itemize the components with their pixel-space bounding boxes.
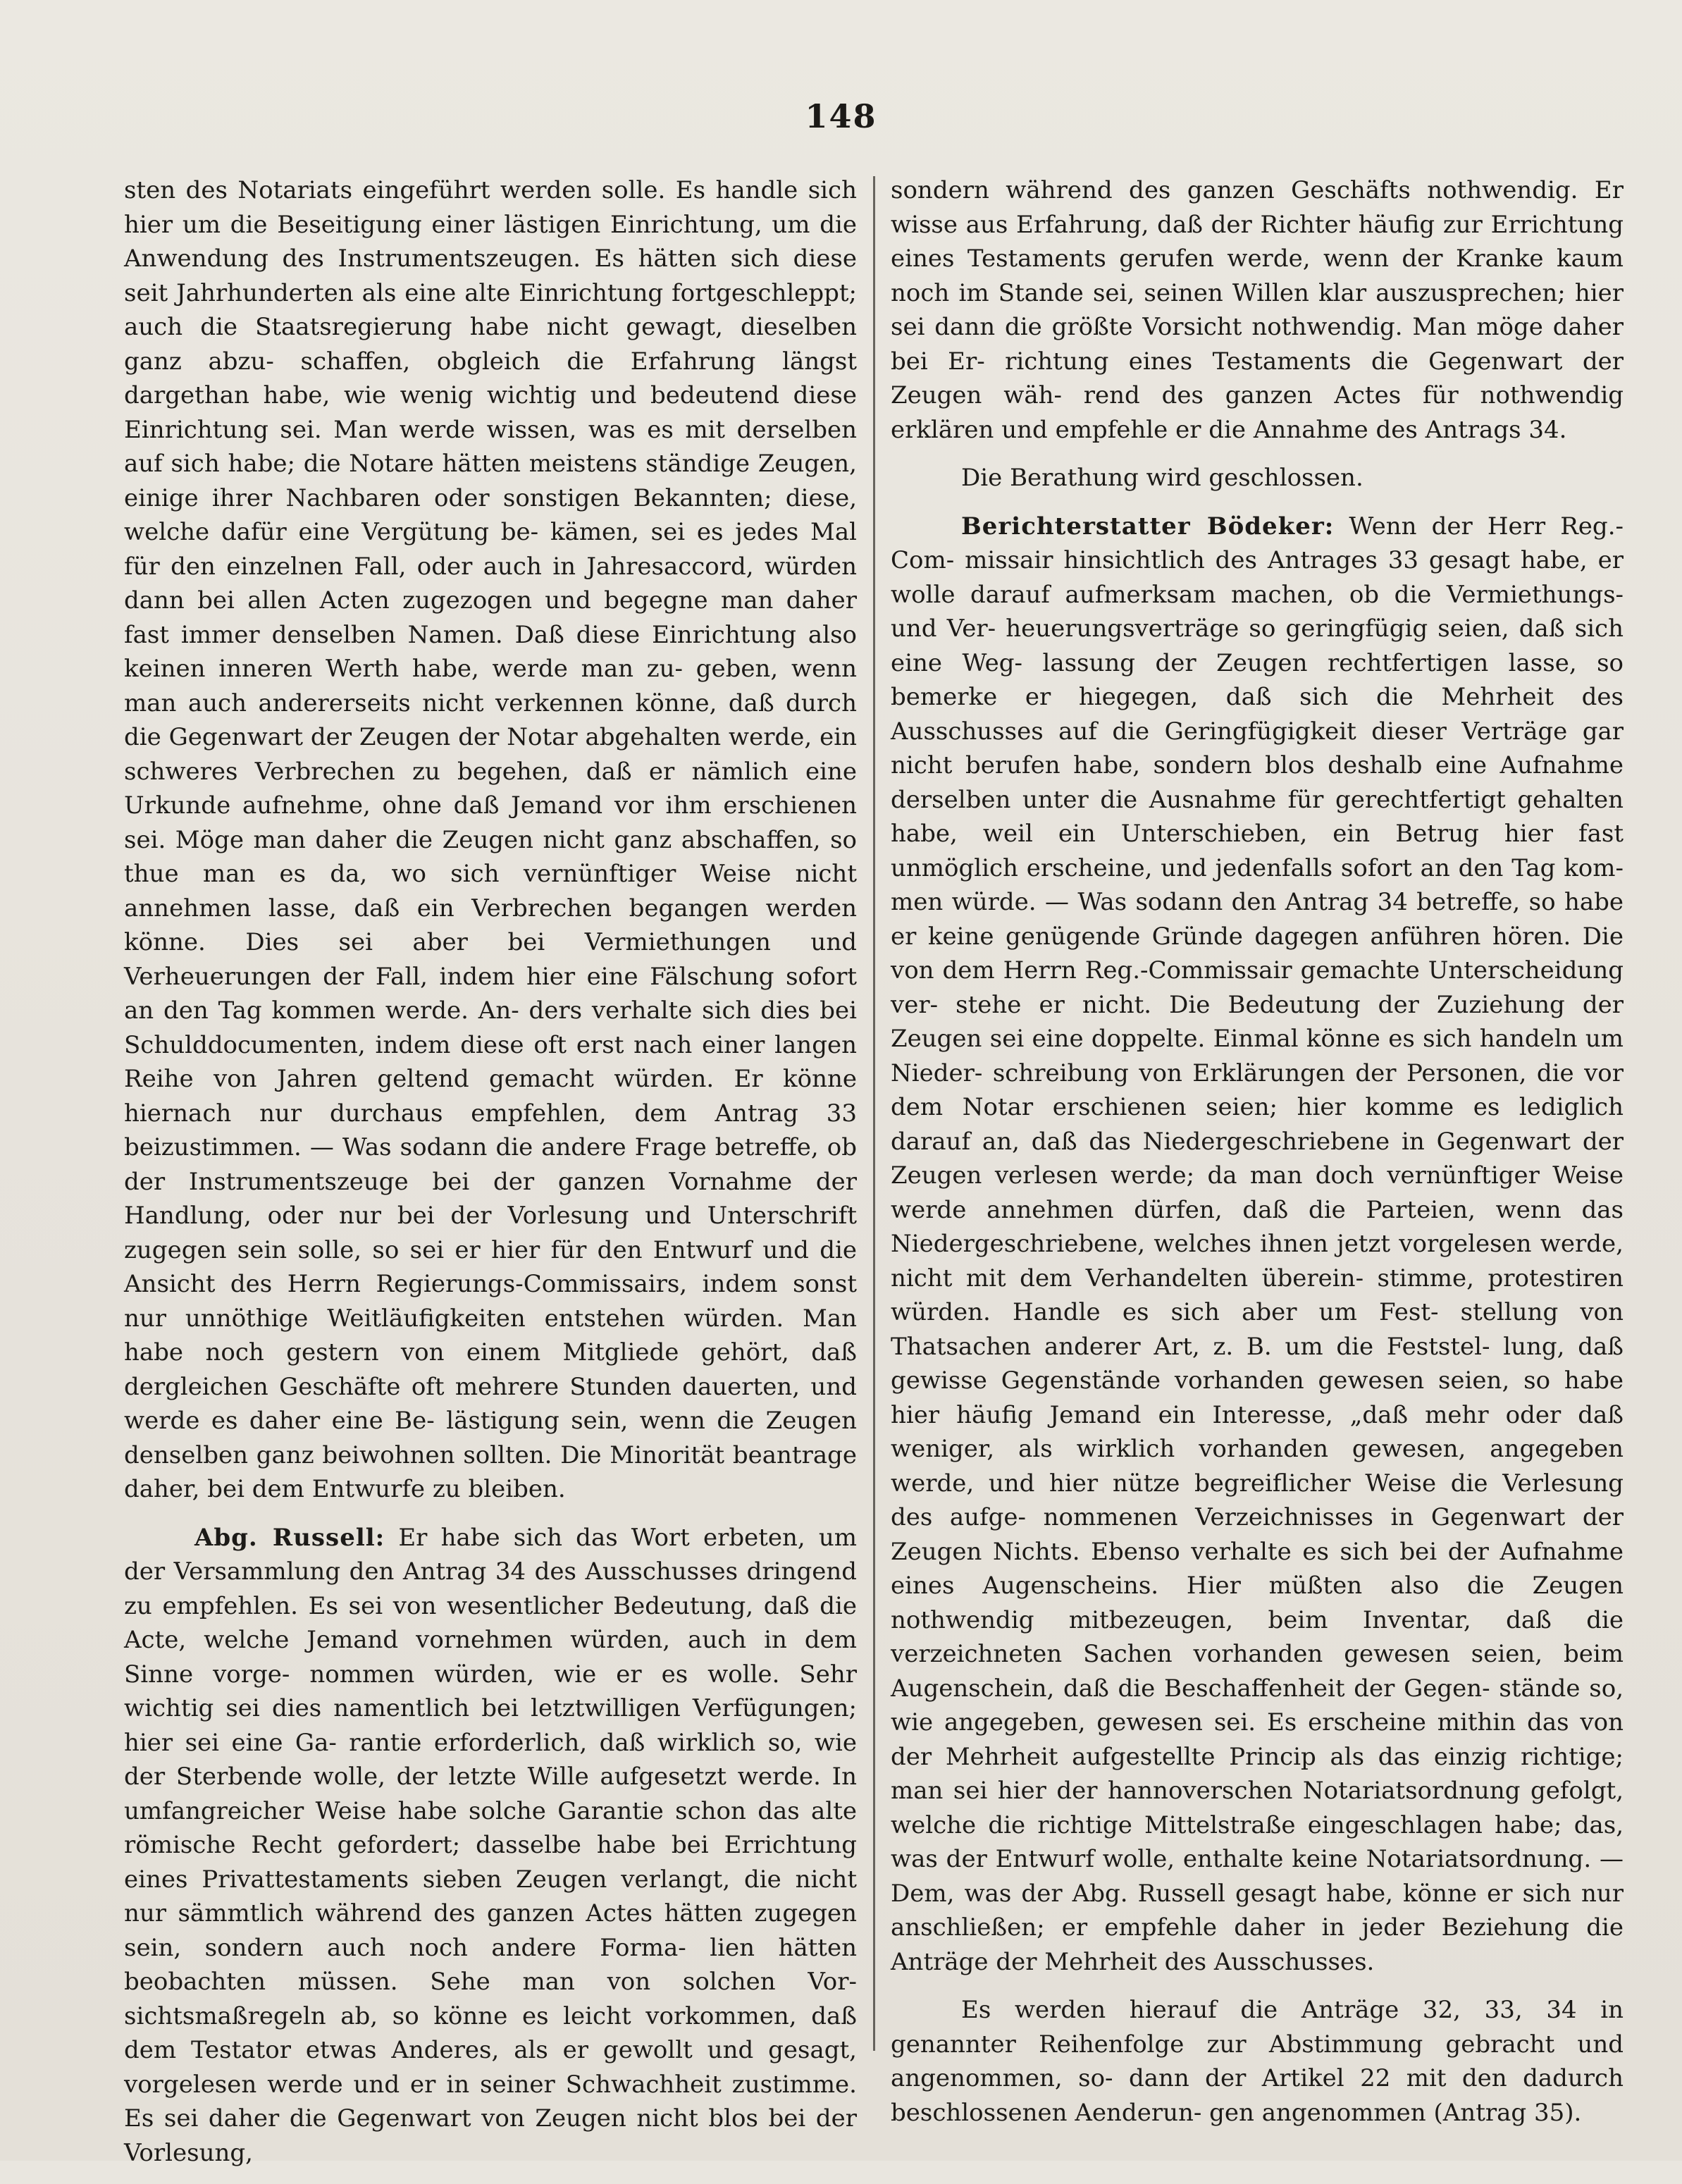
column-divider (873, 176, 875, 2051)
boedeker-speech: Wenn der Herr Reg.-Com- missair hinsichtlich des Antrages 33 gesagt habe, er wolle darauf aufmerksam machen, ob die Vermiethungs- und Ver- heuerungsverträge so geringfügig seien, daß sich eine Weg- lassung der Zeugen rechtfertigen lasse, so bemerke er hiegegen, daß sich die Mehrheit des Ausschusses auf die Geringfügigkeit dieser Verträge gar nicht berufen habe, sondern blos deshalb eine Aufnahme derselben unter die Ausnahme für gerechtfertigt gehalten habe, weil ein Unterschieben, ein Betrug hier fast unmöglich erscheine, und jedenfalls sofort an den Tag kom- men würde. — Was sodann den Antrag 34 betreffe, so habe er keine genügende Gründe dagegen anführen hören. Die von dem Herrn Reg.-Commissair gemachte Unterscheidung ver- stehe er nicht. Die Bedeutung der Zuziehung der Zeugen sei eine doppelte. Einmal könne es sich handeln um Nieder- schreibung von Erklärungen der Personen, die vor dem Notar erschienen seien; hier komme es lediglich darauf an, daß das Niedergeschriebene in Gegenwart der Zeugen verlesen werde; da man doch vernünftiger Weise werde annehmen dürfen, daß die Parteien, wenn das Niedergeschriebene, welches ihnen jetzt vorgelesen werde, nicht mit dem Verhandelten überein- stimme, protestiren würden. Handle es sich aber um Fest- stellung von Thatsachen anderer Art, z. B. um die Feststel- lung, daß gewisse Gegenstände vorhanden gewesen seien, so habe hier häufig Jemand ein Interesse, „daß mehr oder daß weniger, als wirklich vorhanden gewesen, angegeben werde, und hier nütze begreiflicher Weise die Verlesung des aufge- nommenen Verzeichnisses in Gegenwart der Zeugen Nichts. Ebenso verhalte es sich bei der Aufnahme eines Augenscheins. Hier müßten also die Zeugen nothwendig mitbezeugen, beim Inventar, daß die verzeichneten Sachen vorhanden gewesen seien, beim Augenschein, daß die Beschaffenheit der Gegen- stände so, wie angegeben, gewesen sei. Es erscheine mithin das von der Mehrheit aufgestellte Princip als das einzig richtige; man sei hier der hannoverschen Notariatsordnung gefolgt, welche die richtige Mittelstraße eingeschlagen habe; das, was der Entwurf wolle, enthalte keine Notariatsordnung. — Dem, was der Abg. Russell gesagt habe, könne er sich nur anschließen; er empfehle daher in jeder Beziehung die Anträge der Mehrheit des Ausschusses. (891, 512, 1624, 1976)
right-paragraph-continuation: sondern während des ganzen Geschäfts nothwendig. Er wisse aus Erfahrung, daß der Richter häufig zur Errichtung eines Testaments gerufen werde, wenn der Kranke kaum noch im Stande sei, seinen Willen klar auszusprechen; hier sei dann die größte Vorsicht nothwendig. Man möge daher bei Er- richtung eines Testaments die Gegenwart der Zeugen wäh- rend des ganzen Actes für nothwendig erklären und empfehle er die Annahme des Antrags 34. (891, 176, 1624, 444)
left-paragraph-russell (124, 1521, 857, 2171)
right-paragraph-vote: Es werden hierauf die Anträge 32, 33, 34 in genannter Reihenfolge zur Abstimmung gebracht und angenommen, so- dann der Artikel 22 mit den dadurch beschlossenen Aenderun- gen angenommen (Antrag 35). (891, 1996, 1624, 2127)
right-paragraph-boedeker (891, 510, 1624, 1980)
right-paragraph-debate-closed: Die Berathung wird geschlossen. (961, 464, 1363, 492)
right-column (891, 173, 1624, 2144)
russell-speech: Er habe sich das Wort erbeten, um der Versammlung den Antrag 34 des Ausschusses dringend zu empfehlen. Es sei von wesentlicher Bedeutung, daß die Acte, welche Jemand vornehmen würden, auch in dem Sinne vorge- nommen würden, wie er es wolle. Sehr wichtig sei dies namentlich bei letztwilligen Verfügungen; hier sei eine Ga- rantie erforderlich, daß wirklich so, wie der Sterbende wolle, der letzte Wille aufgesetzt werde. In umfangreicher Weise habe solche Garantie schon das alte römische Recht gefordert; dasselbe habe bei Errichtung eines Privattestaments sieben Zeugen verlangt, die nicht nur sämmtlich während des ganzen Actes hätten zugegen sein, sondern auch noch andere Forma- lien hätten beobachten müssen. Sehe man von solchen Vor- sichtsmaßregeln ab, so könne es leicht vorkommen, daß dem Testator etwas Anderes, als er gewollt und gesagt, vorgelesen werde und er in seiner Schwachheit zustimme. Es sei daher die Gegenwart von Zeugen nicht blos bei der Vorlesung, (124, 1523, 858, 2167)
page-number: 148 (805, 97, 877, 135)
left-column (124, 173, 857, 2184)
speaker-boedeker: Berichterstatter Bödeker: (961, 512, 1335, 541)
left-paragraph-continuation: sten des Notariats eingeführt werden solle. Es handle sich hier um die Beseitigung einer lästigen Einrichtung, um die Anwendung des Instrumentszeugen. Es hätten sich diese seit Jahrhunderten als eine alte Einrichtung fortgeschleppt; auch die Staatsregierung habe nicht gewagt, dieselben ganz abzu- schaffen, obgleich die Erfahrung längst dargethan habe, wie wenig wichtig und bedeutend diese Einrichtung sei. Man werde wissen, was es mit derselben auf sich habe; die Notare hätten meistens ständige Zeugen, einige ihrer Nachbaren oder sonstigen Bekannten; diese, welche dafür eine Vergütung be- kämen, sei es jedes Mal für den einzelnen Fall, oder auch in Jahresaccord, würden dann bei allen Acten zugezogen und begegne man daher fast immer denselben Namen. Daß diese Einrichtung also keinen inneren Werth habe, werde man zu- geben, wenn man auch andererseits nicht verkennen könne, daß durch die Gegenwart der Zeugen der Notar abgehalten werde, ein schweres Verbrechen zu begehen, daß er nämlich eine Urkunde aufnehme, ohne daß Jemand vor ihm erschienen sei. Möge man daher die Zeugen nicht ganz abschaffen, so thue man es da, wo sich vernünftiger Weise nicht annehmen lasse, daß ein Verbrechen begangen werden könne. Dies sei aber bei Vermiethungen und Verheuerungen der Fall, indem hier eine Fälschung sofort an den Tag kommen werde. An- ders verhalte sich dies bei Schulddocumenten, indem diese oft erst nach einer langen Reihe von Jahren geltend gemacht würden. Er könne hiernach nur durchaus empfehlen, dem Antrag 33 beizustimmen. — Was sodann die andere Frage betreffe, ob der Instrumentszeuge bei der ganzen Vornahme der Handlung, oder nur bei der Vorlesung und Unterschrift zugegen sein solle, so sei er hier für den Entwurf und die Ansicht des Herrn Regierungs-Commissairs, indem sonst nur unnöthige Weitläufigkeiten entstehen würden. Man habe noch gestern von einem Mitgliede gehört, daß dergleichen Geschäfte oft mehrere Stunden dauerten, und werde es daher eine Be- lästigung sein, wenn die Zeugen denselben ganz beiwohnen sollten. Die Minorität beantrage daher, bei dem Entwurfe zu bleiben. (124, 176, 857, 1503)
speaker-russell: Abg. Russell: (194, 1523, 385, 1552)
